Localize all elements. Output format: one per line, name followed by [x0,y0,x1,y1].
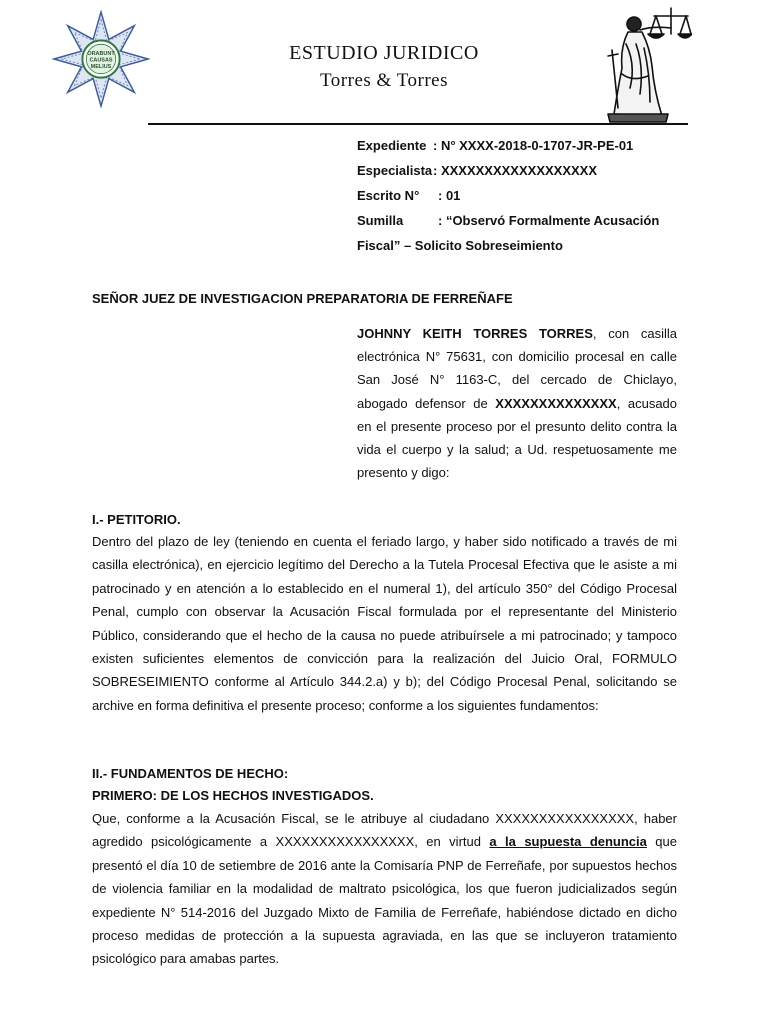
intro-text1: , con casilla electrónica N° 75631, con domicilio procesal en calle San José N° 1163-C, del cercado de Chiclayo, abogado defensor de [357,326,677,411]
lady-justice-icon [592,4,692,124]
intro-paragraph [357,322,677,484]
escrito-value: : 01 [438,188,461,203]
sumilla-value-line1: : “Observó Formalmente Acusación [438,213,660,228]
petitorio-heading: I.- PETITORIO. [92,512,181,527]
lawyer-name: JOHNNY KEITH TORRES TORRES [357,326,593,341]
fundamentos-text2: que presentó el día 10 de setiembre de 2016 ante la Comisaría PNP de Ferreñafe, por supuestos hechos de violencia familiar en la modalidad de maltrato psicológica, los que fueron judicializados según expediente N° 514-2016 del Juzgado Mixto de Familia de Ferreñafe, habiéndose dictado en dicho proceso medidas de protección a la supuesta agraviada, en las que se incluyeron tratamiento psicológico para amabas partes. [92,834,678,967]
emblem-motto-line3: MELIUS [90,63,112,70]
expediente-value: : N° XXXX-2018-0-1707-JR-PE-01 [433,138,634,153]
header-divider [148,123,688,125]
case-row-sumilla-cont [357,235,677,260]
case-row-especialista [357,160,677,185]
addressee: SEÑOR JUEZ DE INVESTIGACION PREPARATORIA DE FERREÑAFE [92,291,513,306]
primero-subheading: PRIMERO: DE LOS HECHOS INVESTIGADOS. [92,788,374,803]
emblem-motto-line2: CAUSAS [89,57,113,64]
firm-name-line2: Torres & Torres [320,70,448,91]
case-row-expediente [357,135,677,160]
sumilla-value-line2: Fiscal” – Solicito Sobreseimiento [357,238,563,253]
intro-text2: , acusado en el presente proceso por el presunto delito contra la vida el cuerpo y la salud; a Ud. respetuosamente me presento y digo: [357,395,678,481]
escrito-label: Escrito N° [357,188,420,203]
especialista-label: Especialista [357,163,433,178]
emblem-motto-line1: ORABUNT [87,51,115,58]
fundamentos-paragraph [92,807,677,971]
expediente-label: Expediente [357,138,427,153]
client-name: XXXXXXXXXXXXXX [495,395,617,411]
fundamentos-text1: Que, conforme a la Acusación Fiscal, se le atribuye al ciudadano XXXXXXXXXXXXXXXX, haber agredido psicológicamente a XXXXXXXXXXXXXXXX, en virtud [92,811,677,850]
supuesta-denuncia-text: a la supuesta denuncia [489,834,647,850]
case-row-escrito [357,185,677,210]
sumilla-label: Sumilla [357,213,404,228]
petitorio-paragraph [92,530,677,717]
firm-name-line1: ESTUDIO JURIDICO [289,42,479,64]
case-row-sumilla [357,210,677,235]
petitorio-text: Dentro del plazo de ley (teniendo en cuenta el feriado largo, y haber sido notificado a través de mi casilla electrónica), en ejercicio legítimo del Derecho a la Tutela Procesal Efectiva que le asiste a mi patrocinado y en atención a lo establecido en el numeral 1), del artículo 350° del Código Procesal Penal, cumplo con observar la Acusación Fiscal formulada por el representante del Ministerio Público, considerando que el hecho de la causa no puede atribuírsele a mi patrocinado; y tampoco existen suficientes elementos de convicción para la realización del Juicio Oral, FORMULO SOBRESEIMIENTO conforme al Artículo 344.2.a) y b); del Código Procesal Penal, solicitando se archive en forma definitiva el presente proceso; conforme a los siguientes fundamentos: [92,534,677,713]
especialista-value: : XXXXXXXXXXXXXXXXXX [433,163,598,178]
fundamentos-heading: II.- FUNDAMENTOS DE HECHO: [92,766,289,781]
case-info [357,135,677,260]
